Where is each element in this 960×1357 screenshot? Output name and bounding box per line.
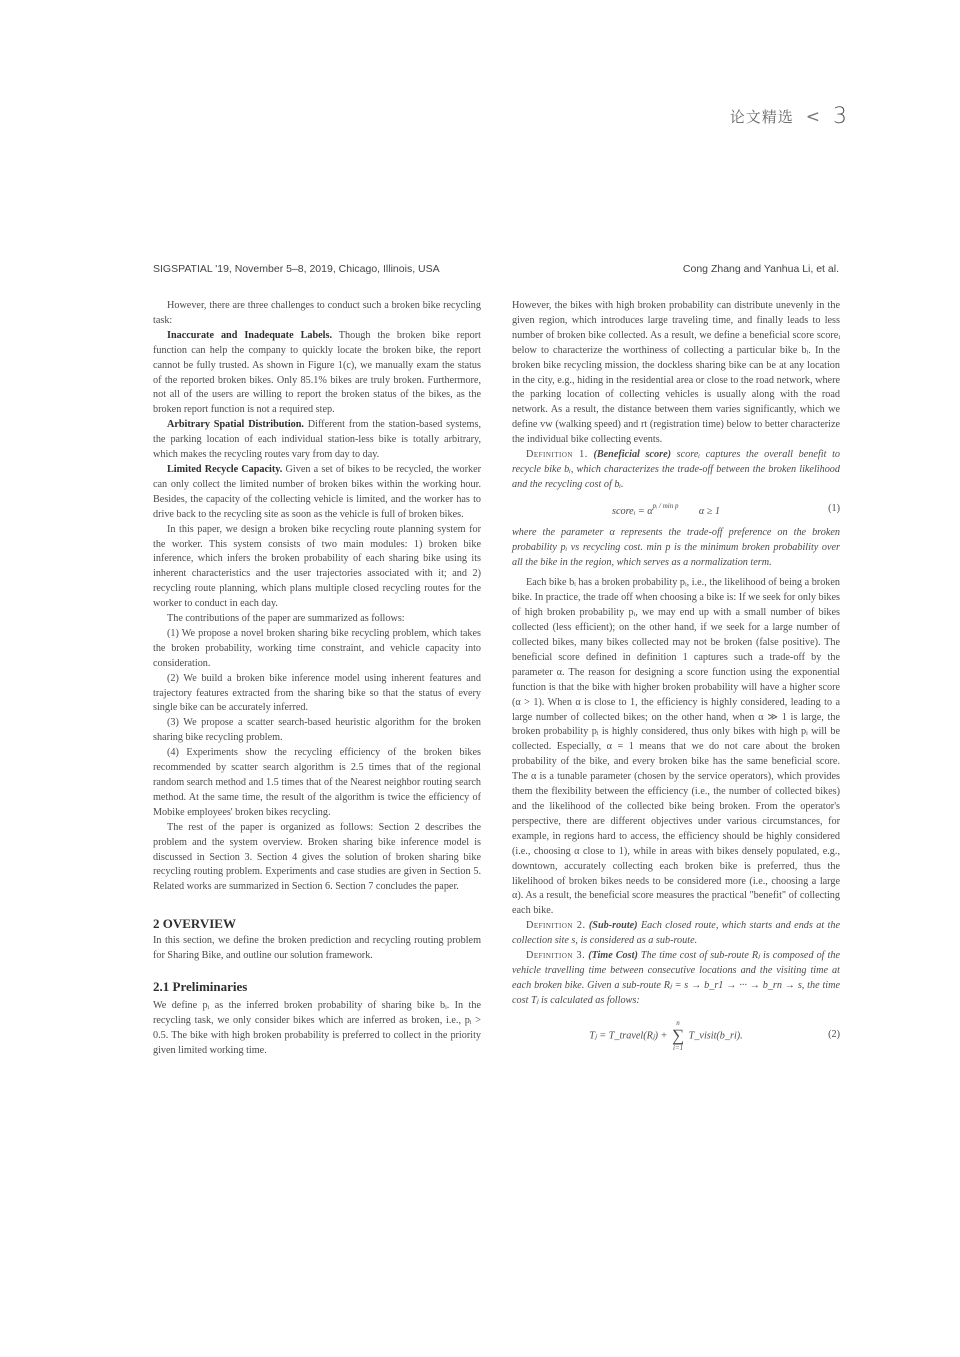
definition-3-name: (Time Cost) — [588, 950, 638, 962]
equation-2-rhs: T_visit(b_ri). — [688, 1030, 743, 1042]
brand-separator: < — [805, 106, 821, 127]
summation-sign: ∑ — [671, 1025, 685, 1045]
definition-1-where: where the parameter α represents the trade-off preference on the broken probability pᵢ vs recycling cost. min p is the minimum broken probability over all the bike in the region, which serves as a normalization term. — [512, 526, 840, 568]
challenge-spatial-title: Arbitrary Spatial Distribution. — [167, 419, 304, 431]
challenge-spatial-text: Different from the station-based systems, the parking location of each individual station-less bike is totally arbitrary, which makes the recycling routes vary from day to day. — [153, 419, 481, 461]
equation-1-body — [512, 499, 820, 520]
paragraph-contributions-intro: The contributions of the paper are summarized as follows: — [167, 613, 405, 625]
equation-1-lhs: scoreᵢ = α — [612, 505, 653, 517]
summation-lower: i=1 — [672, 1043, 684, 1052]
section-2-heading: 2 OVERVIEW — [153, 916, 236, 932]
paragraph-challenges-intro: However, there are three challenges to conduct such a broken bike recycling task: — [153, 300, 481, 326]
definition-2-name: (Sub-route) — [588, 920, 638, 932]
section-2-text: In this section, we define the broken prediction and recycling routing problem for Sharing Bike, and outline our solution framework. — [153, 935, 481, 962]
paragraph-contribution-1: (1) We propose a novel broken sharing bike recycling problem, which takes the broken probability, working time constraint, and vehicle capacity into consideration. — [153, 627, 481, 669]
equation-1-condition: α ≥ 1 — [698, 505, 720, 517]
definition-1-name: (Beneficial score) — [593, 449, 671, 461]
brand-header — [730, 104, 848, 129]
section-2-1-text: We define pᵢ as the inferred broken probability of sharing bike bᵢ. In the recycling task, we only consider bikes which are inferred as broken, i.e., pᵢ > 0.5. The bike with high broken probability is preferred to collect in the priority given limited working time. — [153, 999, 481, 1056]
challenge-labels-text: Though the broken bike report function can help the company to quickly locate the broken bike, the report cannot be fully trusted. As shown in Figure 1(c), we manually exam the status of the reported broken bikes. Only 85.1% bikes are truly broken. Furthermore, not all of the users are willing to report the broken status of the bikes, as the broken report function is not a required step. — [153, 329, 481, 416]
paragraph-organization: The rest of the paper is organized as follows: Section 2 describes the problem and the system overview. Broken sharing bike inference model is discussed in Section 3. Section 4 gives the solution of broken sharing bike recycling routing problem. Experiments and case studies are given in Section 5. Related works are summarized in Section 6. Section 7 concludes the paper. — [153, 821, 481, 893]
definition-1-label: Definition 1. — [526, 449, 588, 461]
paragraph-contribution-4: (4) Experiments show the recycling efficiency of the broken bikes recommended by scatter search algorithm is 2.5 times that of the regional random search method and 1.5 times that of the Nearest neighbor routing search method. At the same time, the result of the algorithm is twice the efficiency of Mobike employees' broken bikes recycling. — [153, 747, 481, 818]
section-2-1-heading: 2.1 Preliminaries — [153, 978, 248, 994]
definition-3-text: The time cost of sub-route Rⱼ is composed of the vehicle travelling time between consecutive locations and the visiting time at each broken bike. Given a sub-route Rⱼ = s → b_r1 → ··· → b_rn → s, the time cost Tⱼ is calculated as follows: — [512, 950, 840, 1006]
challenge-capacity-text: Given a set of bikes to be recycled, the worker can only collect the limited number of broken bikes within the working hour. Besides, the capacity of the collecting vehicle is limited, and the worker has to drive back to the recycling site as soon as the vehicle is full of broken bikes. — [153, 463, 481, 520]
definition-2-label: Definition 2. — [526, 920, 586, 932]
challenge-capacity-title: Limited Recycle Capacity. — [167, 463, 283, 475]
equation-1-number: (1) — [828, 502, 840, 514]
definition-3 — [512, 949, 840, 1009]
paragraph-challenge-labels — [153, 329, 481, 418]
definition-3-label: Definition 3. — [526, 950, 586, 962]
left-column — [153, 299, 481, 1059]
paragraph-tradeoff: Each bike bᵢ has a broken probability pᵢ, i.e., the likelihood of being a broken bike. In practice, the trade off when choosing a bike is: If we seek for only bikes of high broken probability pᵢ, we may end up with a small number of bikes collected (less efficient); on the other hand, if we seek for a large number of collected bikes, many bikes collected may not be broken (false positive). The beneficial score defined in definition 1 captures such a trade-off by the parameter α. The reason for designing a score function using the exponential function is that the bike with higher broken probability will have a higher score (α > 1). When α is close to 1, the efficiency is highly considered, leading to a large number of collected bikes; on the other hand, when α ≫ 1 is large, the broken probability pᵢ is highly considered, thus only bikes with high pᵢ will be collected. Especially, α = 1 means that we do not care about the broken probability of the bike, and every broken bike has the same beneficial score. The α is a tunable parameter (chosen by the service operators), which provides them the flexibility between the efficiency (i.e., the number of collected bikes) and the likelihood of the collected bike being broken. From the operator's perspective, there are different objectives under various circumstances, for example, in regions hard to access, the efficiency should be highly considered (i.e., choosing α close to 1), while in areas with bikes densely populated, e.g., downtown, accurately collecting each broken bike is preferred, thus the likelihood of broken bikes needs to be considered more (i.e., choosing a large α). As a result, the beneficial score measures the practical "benefit" of collecting each bike. — [512, 577, 840, 917]
equation-2-body — [512, 1019, 820, 1053]
equation-2-number: (2) — [828, 1029, 840, 1041]
brand-text: 论文精选 — [729, 108, 794, 126]
brand-page-number: 3 — [833, 104, 848, 129]
paragraph-contribution-2: (2) We build a broken bike inference model using inherent features and trajectory features extracted from the sharing bike so that the status of every single bike can be accurately inferred. — [153, 672, 481, 714]
paragraph-contribution-3: (3) We propose a scatter search-based heuristic algorithm for the broken sharing bike recycling problem. — [153, 717, 481, 744]
watermark — [76, 0, 228, 79]
definition-2-text: Each closed route, which starts and ends at the collection site s, is considered as a sub-route. — [512, 920, 840, 947]
paragraph-challenge-spatial — [153, 418, 481, 463]
paragraph-system-design: In this paper, we design a broken bike recycling route planning system for the worker. This system consists of two main modules: 1) broken bike inference, which infers the broken probability of each sharing bike using its inherent characteristics and the user trajectories associated with it; and 2) recycling route planning, which plans multiple closed recycling routes for the worker to conduct in each day. — [153, 523, 481, 610]
challenge-labels-title: Inaccurate and Inadequate Labels. — [167, 329, 332, 341]
summation-upper: n — [676, 1018, 680, 1027]
definition-1 — [512, 448, 840, 493]
equation-2-lhs: Tⱼ = T_travel(Rⱼ) + — [589, 1030, 668, 1042]
running-head-venue: SIGSPATIAL '19, November 5–8, 2019, Chicago, Illinois, USA — [153, 263, 440, 275]
definition-2 — [512, 919, 840, 949]
paragraph-uneven-distribution: However, the bikes with high broken probability can distribute unevenly in the given region, which introduces large traveling time, and finally leads to less number of broken bike collected. As a result, we define a beneficial score scoreᵢ below to characterize the worthiness of collecting a particular bike bᵢ. In the broken bike recycling mission, the dockless sharing bike can be at any location in the city, e.g., hiding in the residential area or close to the road network, where the parking location of collecting vehicles is usually along with the road network. As a result, the distance between them varies significantly, which we define vw (walking speed) and rt (registration time) below to better characterize the individual bike collecting events. — [512, 300, 840, 446]
definition-1-text: scoreᵢ captures the overall benefit to recycle bike bᵢ, which characterizes the trade-off between the broken likelihood and the recycling cost of bᵢ. — [512, 449, 840, 490]
running-head — [153, 263, 839, 275]
summation-symbol — [672, 1019, 684, 1053]
equation-1 — [512, 499, 840, 520]
equation-2 — [512, 1019, 840, 1053]
paragraph-challenge-capacity — [153, 463, 481, 523]
right-column — [512, 299, 840, 1063]
equation-1-exponent: pᵢ / min p — [652, 501, 679, 510]
running-head-authors: Cong Zhang and Yanhua Li, et al. — [682, 263, 839, 275]
